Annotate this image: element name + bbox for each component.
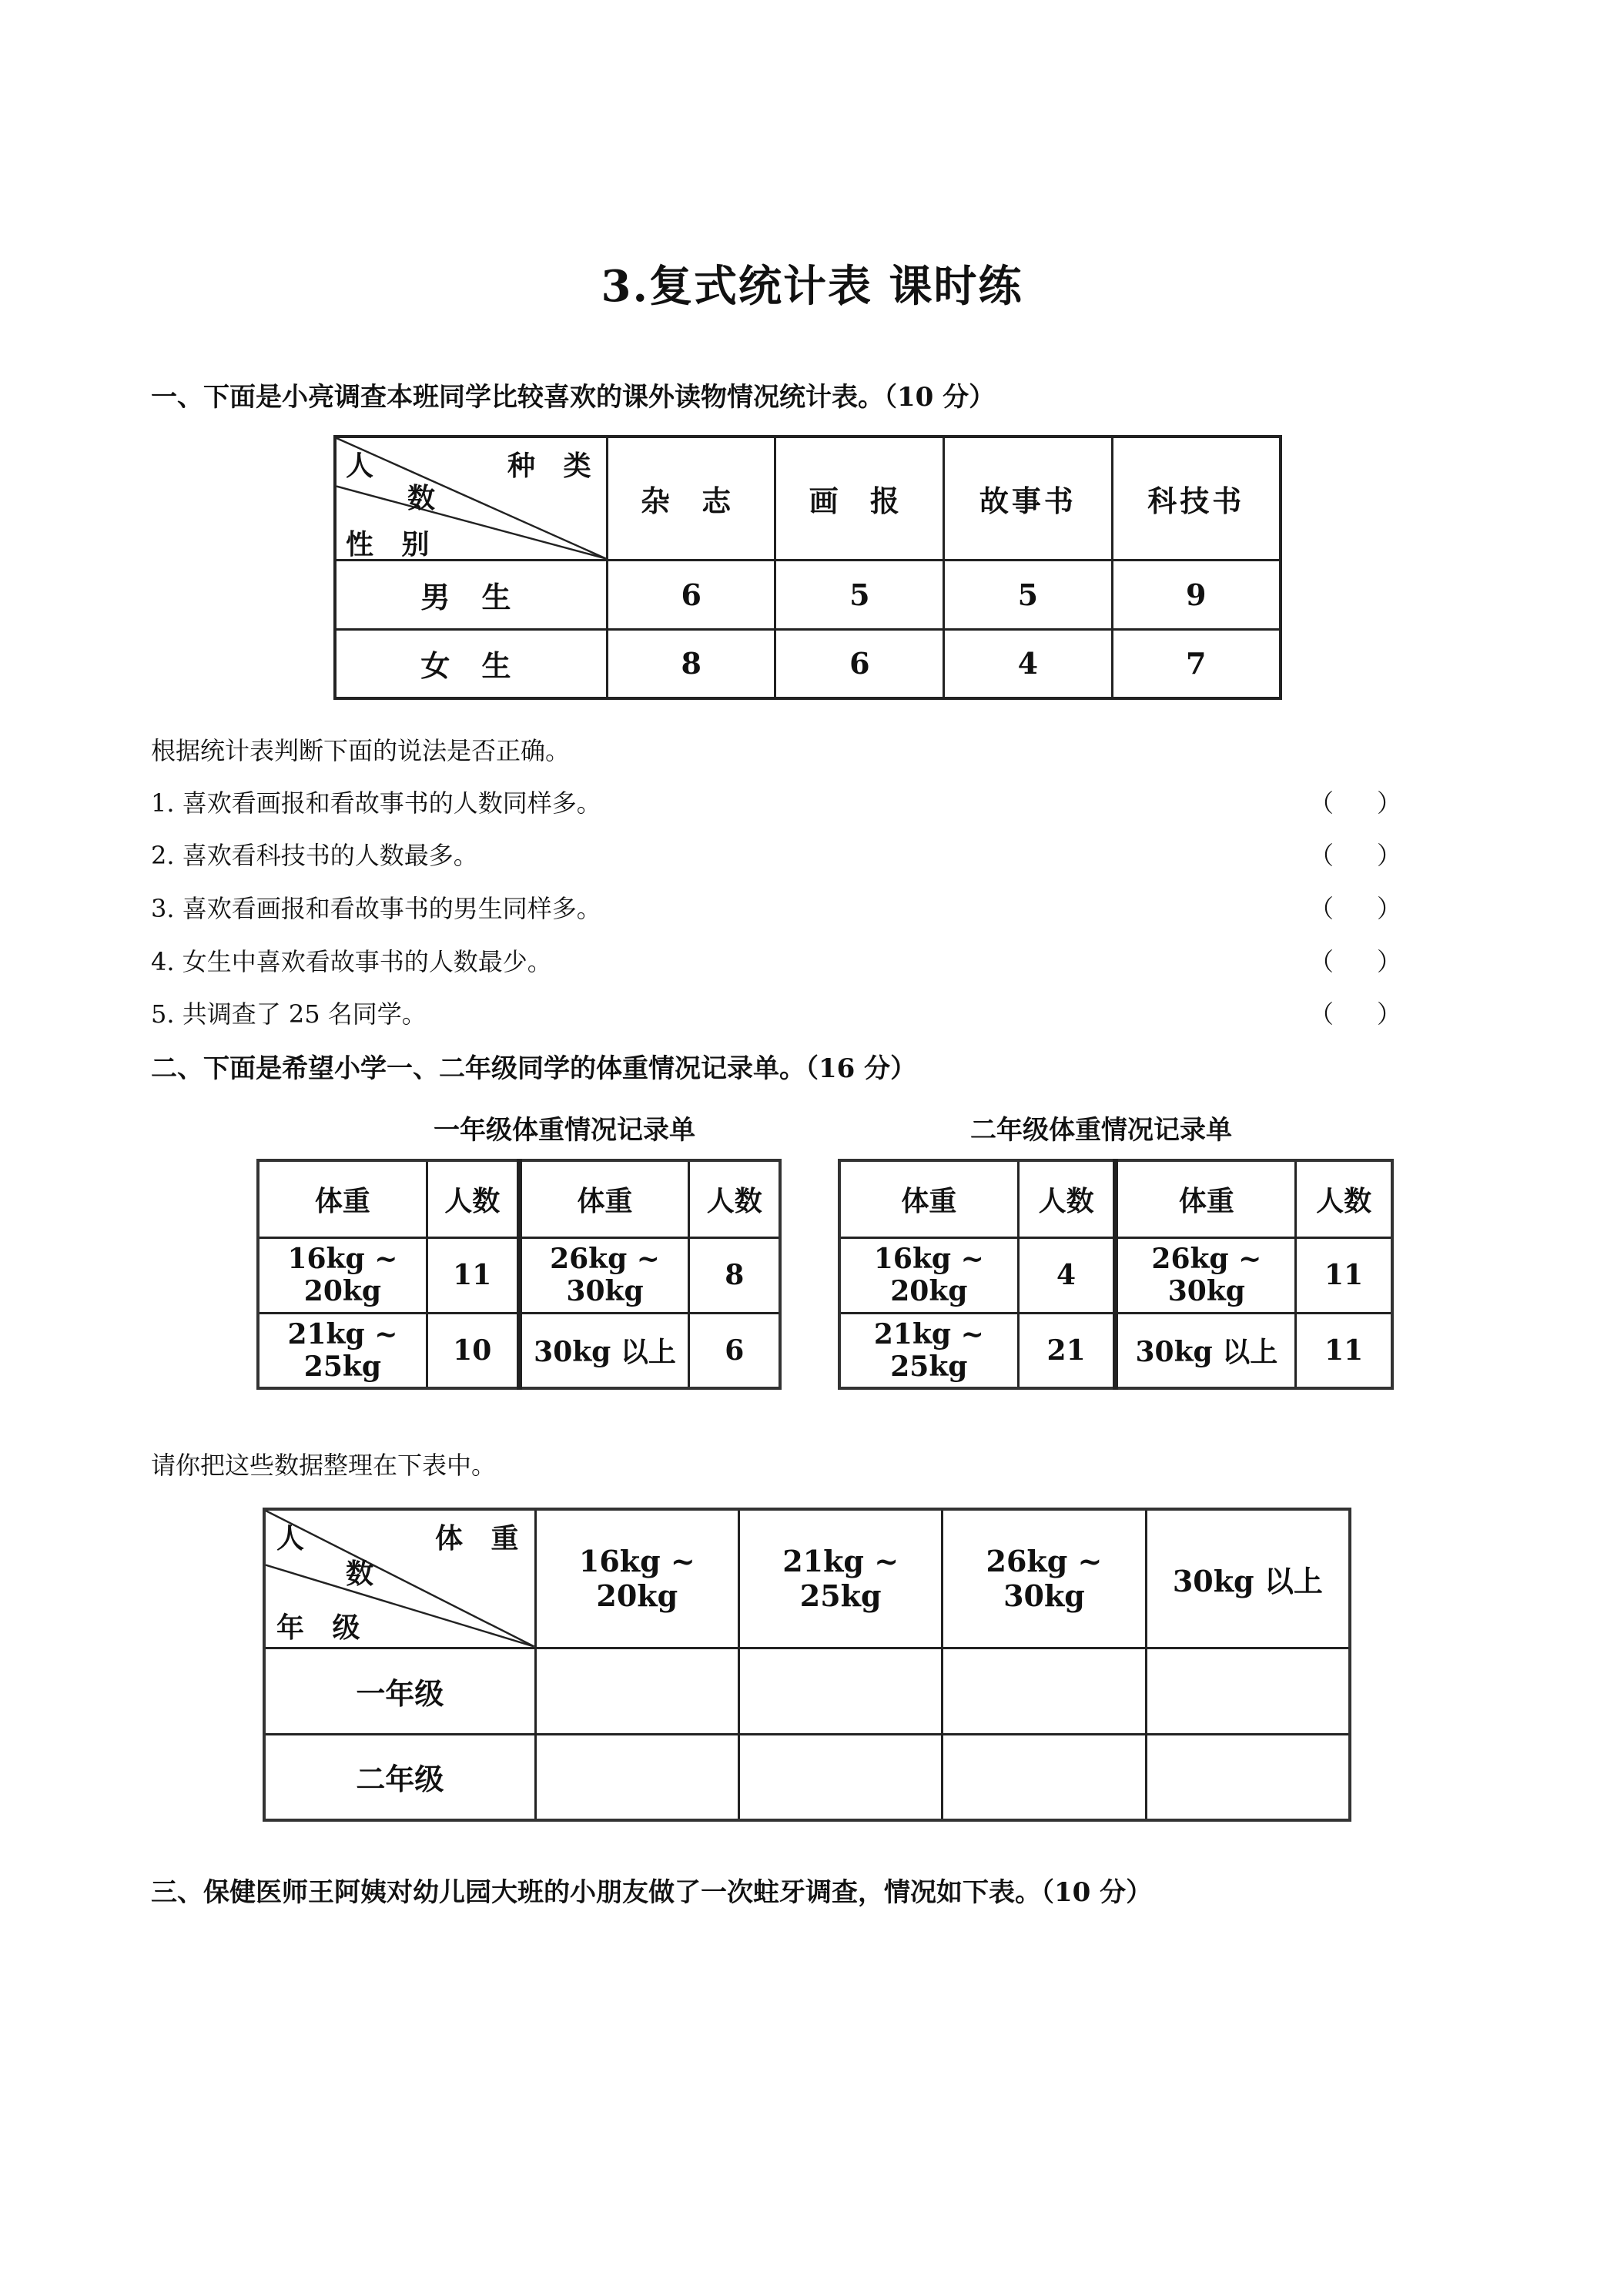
answer-cell[interactable] bbox=[535, 1734, 738, 1820]
instruction-text: 请你把这些数据整理在下表中。 bbox=[151, 1451, 497, 1480]
statement-4: 4. 女生中喜欢看故事书的人数最少。 bbox=[151, 947, 552, 976]
section2-heading: 二、下面是希望小学一、二年级同学的体重情况记录单。（16 分） bbox=[151, 1053, 917, 1084]
table-cell: 5 bbox=[775, 560, 944, 629]
col-header: 画 报 bbox=[775, 437, 944, 560]
table-cell: 9 bbox=[1112, 560, 1281, 629]
row-label: 二年级 bbox=[264, 1734, 535, 1820]
instruction-text: 根据统计表判断下面的说法是否正确。 bbox=[151, 736, 571, 765]
col-header: 人数 bbox=[689, 1160, 780, 1237]
answer-cell[interactable] bbox=[738, 1648, 942, 1734]
table-cell: 21kg ~ 25kg bbox=[258, 1313, 427, 1388]
col-header: 26kg ~ 30kg bbox=[943, 1509, 1146, 1648]
answer-cell[interactable] bbox=[1146, 1734, 1350, 1820]
diag-middle: 数 bbox=[407, 482, 436, 514]
grade2-caption: 二年级体重情况记录单 bbox=[970, 1115, 1232, 1146]
grade1-caption: 一年级体重情况记录单 bbox=[434, 1115, 695, 1146]
table-cell: 11 bbox=[1296, 1313, 1392, 1388]
col-header: 16kg ~ 20kg bbox=[535, 1509, 738, 1648]
diag-bottom-left: 年 级 bbox=[276, 1612, 370, 1644]
col-header: 体重 bbox=[1116, 1160, 1296, 1237]
table-cell: 5 bbox=[944, 560, 1112, 629]
table-cell: 4 bbox=[1018, 1237, 1116, 1313]
page-title: 3.复式统计表 课时练 bbox=[601, 261, 1023, 312]
col-header: 体重 bbox=[839, 1160, 1018, 1237]
grade1-weight-table bbox=[256, 1159, 782, 1390]
answer-cell[interactable] bbox=[535, 1648, 738, 1734]
grade2-weight-table bbox=[838, 1159, 1394, 1390]
col-header: 人数 bbox=[1018, 1160, 1116, 1237]
table-cell: 26kg ~ 30kg bbox=[519, 1237, 689, 1313]
row-label: 男 生 bbox=[335, 560, 607, 629]
table-cell: 21 bbox=[1018, 1313, 1116, 1388]
row-label: 一年级 bbox=[264, 1648, 535, 1734]
diagonal-header-cell bbox=[264, 1509, 535, 1648]
answer-blank-5[interactable]: （ ） bbox=[1309, 999, 1401, 1029]
answer-cell[interactable] bbox=[943, 1734, 1146, 1820]
answer-blank-3[interactable]: （ ） bbox=[1309, 894, 1401, 923]
diag-top-left: 人 bbox=[276, 1522, 314, 1555]
reading-stats-table bbox=[333, 435, 1282, 700]
table-cell: 11 bbox=[427, 1237, 519, 1313]
answer-blank-2[interactable]: （ ） bbox=[1309, 841, 1401, 870]
col-header: 人数 bbox=[427, 1160, 519, 1237]
answer-blank-4[interactable]: （ ） bbox=[1309, 947, 1401, 976]
table-cell: 16kg ~ 20kg bbox=[839, 1237, 1018, 1313]
section3-heading: 三、保健医师王阿姨对幼儿园大班的小朋友做了一次蛀牙调查，情况如下表。（10 分） bbox=[151, 1877, 1153, 1908]
table-cell: 8 bbox=[607, 629, 775, 698]
table-cell: 6 bbox=[607, 560, 775, 629]
statement-5: 5. 共调查了 25 名同学。 bbox=[151, 999, 427, 1029]
statement-1: 1. 喜欢看画报和看故事书的人数同样多。 bbox=[151, 788, 601, 818]
table-cell: 30kg 以上 bbox=[1116, 1313, 1296, 1388]
statement-3: 3. 喜欢看画报和看故事书的男生同样多。 bbox=[151, 894, 601, 923]
col-header: 故事书 bbox=[944, 437, 1112, 560]
diag-top-right: 体 重 bbox=[435, 1522, 528, 1555]
diag-bottom-left: 性 别 bbox=[346, 528, 439, 561]
col-header: 体重 bbox=[519, 1160, 689, 1237]
col-header: 21kg ~ 25kg bbox=[738, 1509, 942, 1648]
diag-top-right: 种 类 bbox=[507, 450, 601, 482]
statement-2: 2. 喜欢看科技书的人数最多。 bbox=[151, 841, 478, 870]
col-header: 30kg 以上 bbox=[1146, 1509, 1350, 1648]
table-cell: 30kg 以上 bbox=[519, 1313, 689, 1388]
answer-cell[interactable] bbox=[738, 1734, 942, 1820]
section1-heading: 一、下面是小亮调查本班同学比较喜欢的课外读物情况统计表。（10 分） bbox=[151, 382, 996, 413]
col-header: 体重 bbox=[258, 1160, 427, 1237]
answer-blank-1[interactable]: （ ） bbox=[1309, 788, 1401, 818]
table-cell: 6 bbox=[689, 1313, 780, 1388]
table-cell: 7 bbox=[1112, 629, 1281, 698]
weight-summary-table bbox=[263, 1508, 1351, 1822]
col-header: 杂 志 bbox=[607, 437, 775, 560]
diag-top-left: 人 bbox=[346, 450, 383, 482]
table-cell: 8 bbox=[689, 1237, 780, 1313]
table-cell: 6 bbox=[775, 629, 944, 698]
diagonal-header-cell bbox=[335, 437, 607, 560]
table-cell: 16kg ~ 20kg bbox=[258, 1237, 427, 1313]
table-cell: 21kg ~ 25kg bbox=[839, 1313, 1018, 1388]
answer-cell[interactable] bbox=[943, 1648, 1146, 1734]
col-header: 人数 bbox=[1296, 1160, 1392, 1237]
table-cell: 11 bbox=[1296, 1237, 1392, 1313]
answer-cell[interactable] bbox=[1146, 1648, 1350, 1734]
col-header: 科技书 bbox=[1112, 437, 1281, 560]
row-label: 女 生 bbox=[335, 629, 607, 698]
table-cell: 26kg ~ 30kg bbox=[1116, 1237, 1296, 1313]
table-cell: 4 bbox=[944, 629, 1112, 698]
table-cell: 10 bbox=[427, 1313, 519, 1388]
diag-middle: 数 bbox=[346, 1558, 383, 1590]
